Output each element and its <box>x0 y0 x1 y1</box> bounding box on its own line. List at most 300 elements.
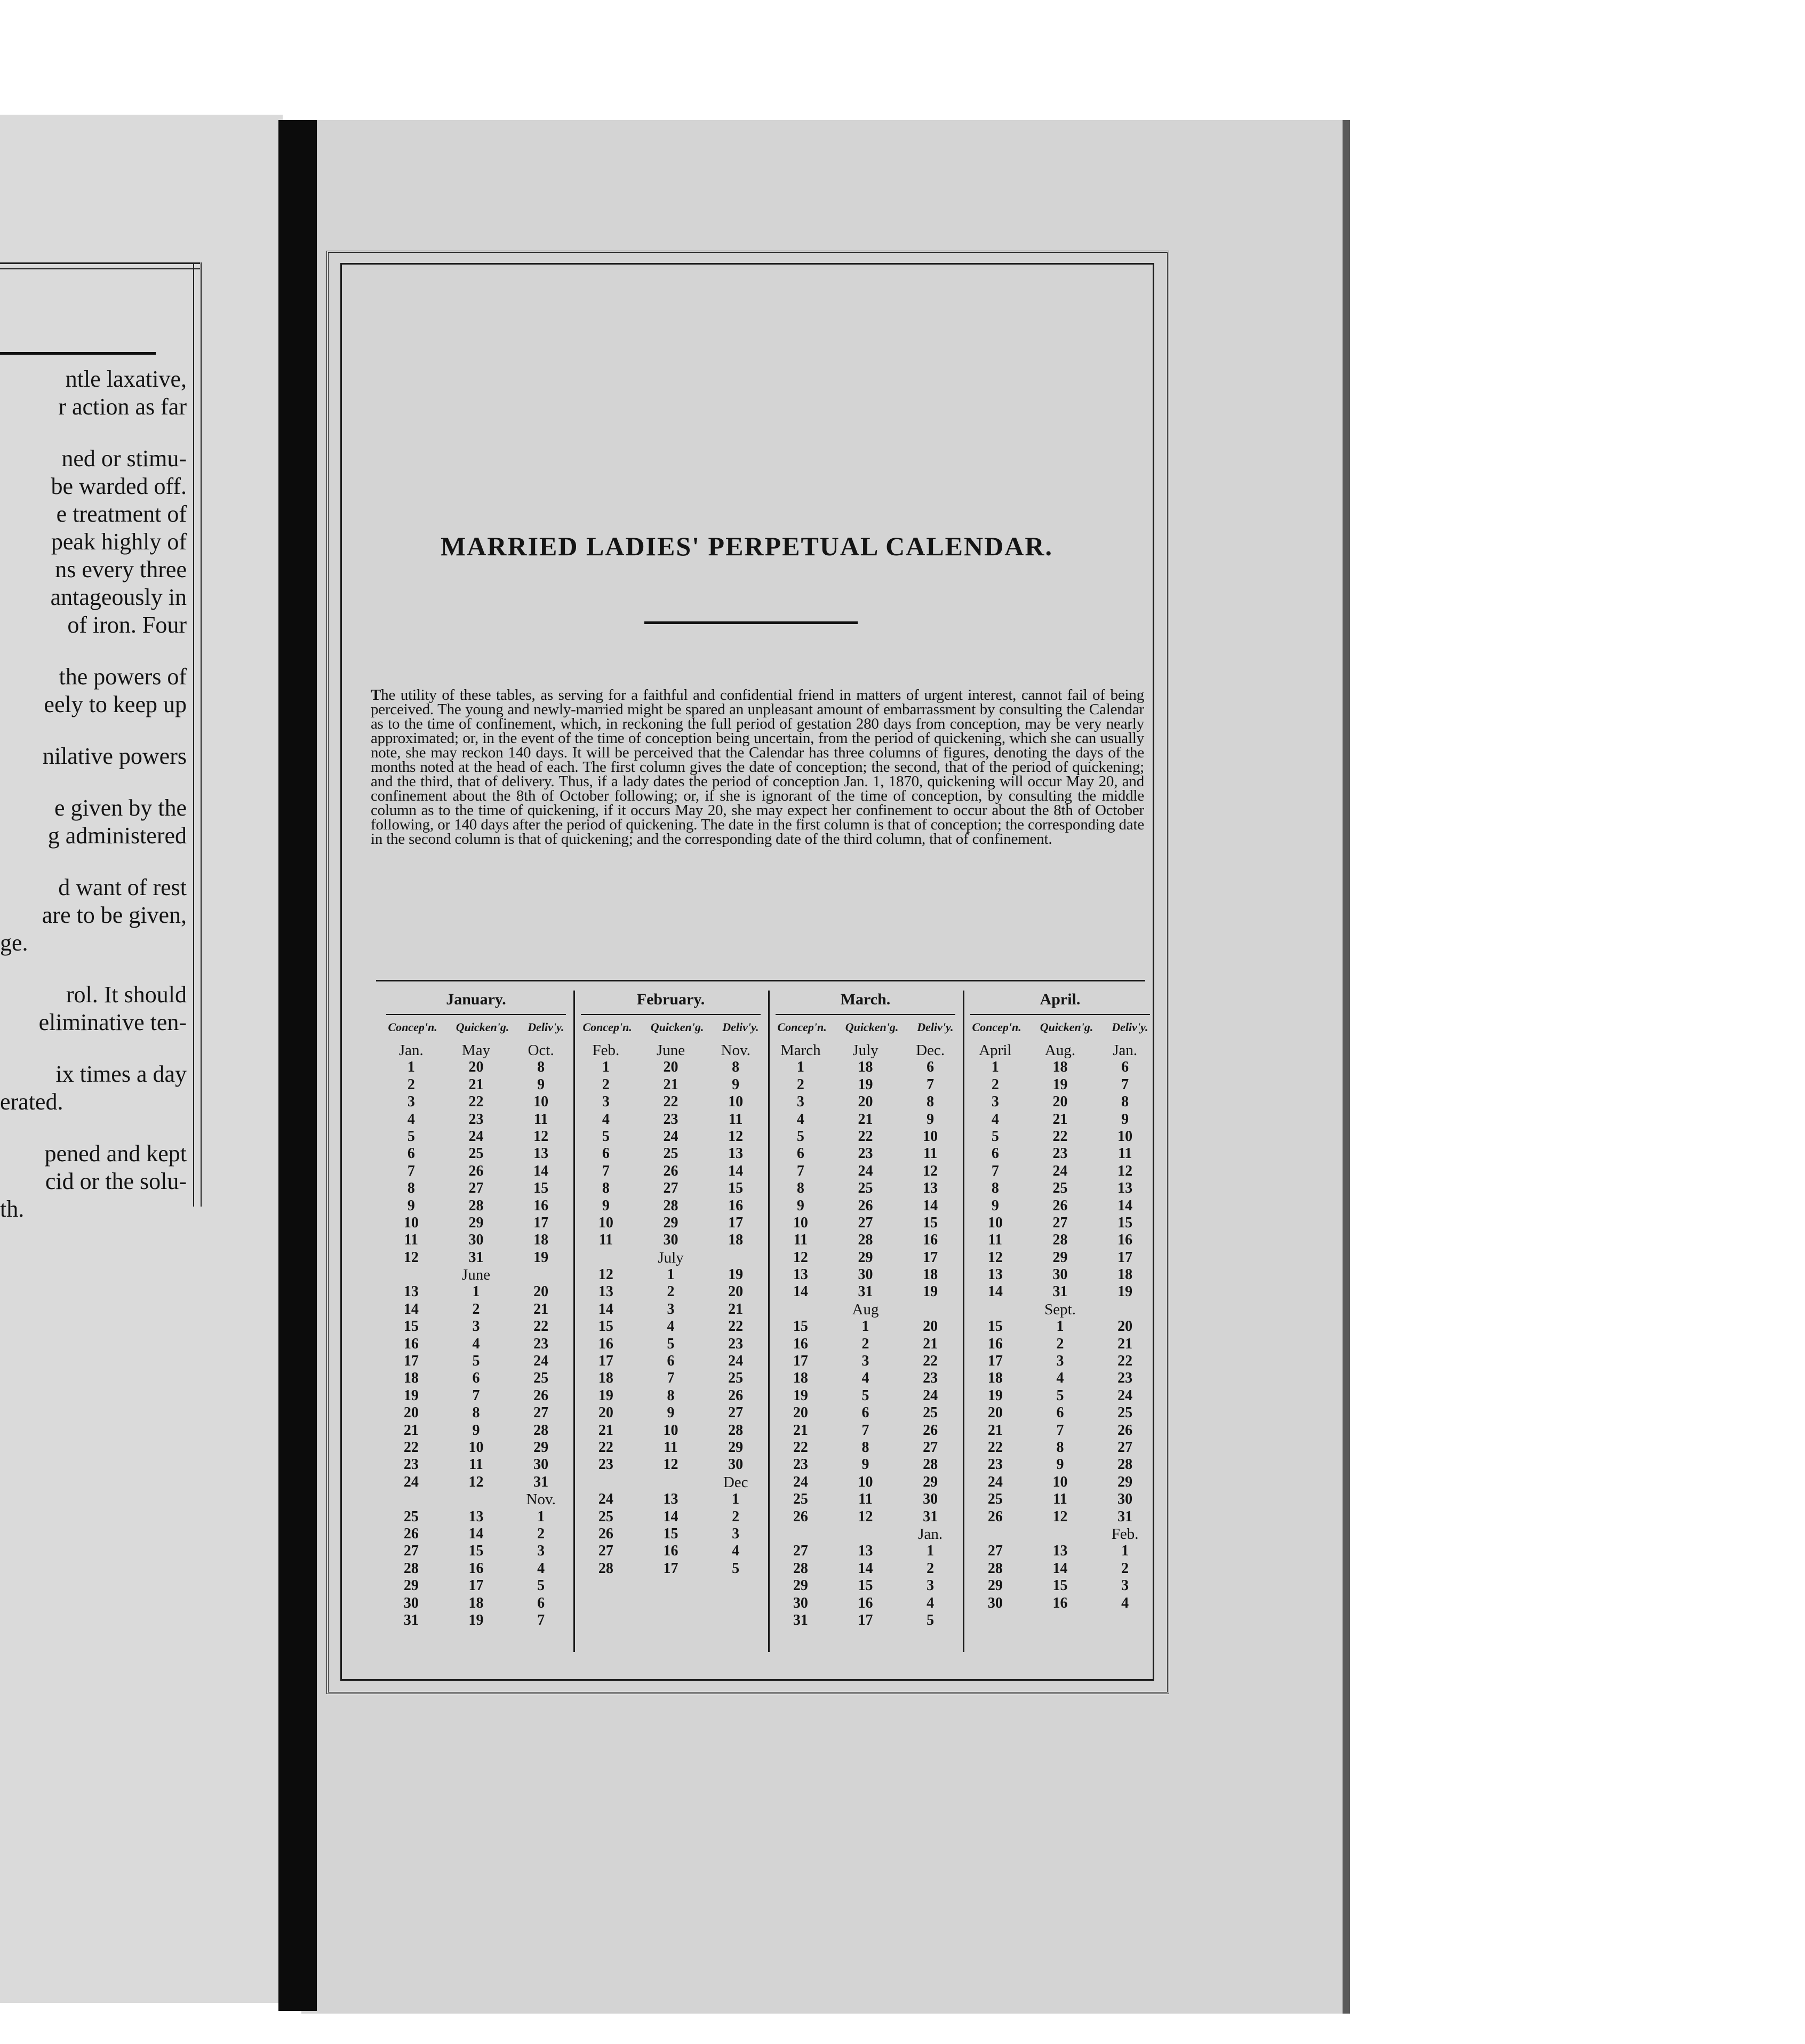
date-cell-delivery: 21 <box>923 1335 938 1352</box>
date-cell-delivery: 16 <box>923 1232 938 1249</box>
date-row <box>379 1456 573 1473</box>
date-cell-quickening: 11 <box>664 1439 678 1456</box>
date-row <box>963 1076 1157 1093</box>
date-cell-quickening: 1 <box>667 1266 675 1283</box>
date-cell-delivery: 12 <box>728 1128 744 1145</box>
date-cell-delivery: 22 <box>533 1318 549 1335</box>
date-row <box>379 1093 573 1111</box>
date-cell-conception: 13 <box>793 1266 808 1283</box>
date-cell-delivery: 20 <box>533 1283 549 1300</box>
date-row <box>768 1560 963 1577</box>
left-page-line: nilative powers <box>42 743 187 769</box>
date-cell-conception: 6 <box>796 1145 804 1162</box>
date-row <box>963 1318 1157 1335</box>
date-cell-delivery: 6 <box>927 1059 935 1076</box>
date-cell-quickening: 2 <box>472 1300 480 1318</box>
date-row <box>379 1577 573 1594</box>
month-column <box>768 991 964 1652</box>
date-cell-quickening: 5 <box>472 1353 480 1370</box>
date-cell-conception: 15 <box>403 1318 419 1335</box>
date-row <box>573 1422 768 1439</box>
left-page-line: pened and kept <box>44 1140 187 1167</box>
date-cell-quickening: 12 <box>858 1508 873 1525</box>
date-row <box>379 1318 573 1335</box>
date-cell-delivery: 29 <box>923 1473 938 1490</box>
date-row <box>768 1336 963 1353</box>
date-cell-quickening: 19 <box>1052 1076 1068 1093</box>
date-cell-conception: 19 <box>598 1387 613 1404</box>
date-cell-quickening: Aug. <box>1044 1042 1076 1059</box>
date-row <box>963 1595 1157 1612</box>
date-row <box>379 1595 573 1612</box>
date-cell-delivery: 17 <box>533 1214 549 1231</box>
date-cell-conception: 27 <box>793 1543 808 1560</box>
date-row <box>379 1474 573 1491</box>
date-row <box>963 1353 1157 1370</box>
date-cell-conception <box>963 1526 1028 1543</box>
date-cell-conception: 20 <box>793 1404 808 1422</box>
date-cell-delivery: 31 <box>923 1508 938 1525</box>
date-cell-conception: 29 <box>987 1577 1003 1594</box>
date-cell-quickening: 29 <box>663 1214 678 1231</box>
date-cell-conception: 22 <box>987 1439 1003 1456</box>
date-cell-conception: 10 <box>793 1214 808 1231</box>
date-cell-delivery: 25 <box>728 1370 744 1387</box>
date-row <box>768 1370 963 1387</box>
left-page-line: erated. <box>0 1089 63 1115</box>
date-cell-delivery: 17 <box>1117 1249 1133 1266</box>
date-cell-delivery: 27 <box>1117 1439 1133 1456</box>
date-cell-conception: 21 <box>403 1422 419 1439</box>
left-page-line: of iron. Four <box>67 612 187 638</box>
table-top-rule <box>376 980 1145 981</box>
date-cell-quickening: 31 <box>858 1283 873 1300</box>
date-row <box>768 1491 963 1508</box>
date-row <box>379 1197 573 1215</box>
date-cell-delivery: 11 <box>533 1111 548 1128</box>
date-cell-conception: 21 <box>793 1422 808 1439</box>
date-cell-quickening: 7 <box>667 1370 675 1387</box>
date-cell-quickening: 3 <box>861 1353 869 1370</box>
date-cell-quickening: 30 <box>468 1232 484 1249</box>
date-cell-delivery: 14 <box>728 1162 744 1179</box>
date-row <box>573 1266 768 1283</box>
date-cell-quickening: 20 <box>468 1059 484 1076</box>
date-cell-delivery: 5 <box>927 1611 935 1628</box>
date-cell-conception: 12 <box>793 1249 808 1266</box>
date-cell-delivery: 4 <box>537 1560 545 1577</box>
date-row <box>768 1543 963 1560</box>
date-cell-conception: 18 <box>598 1370 613 1387</box>
date-cell-delivery: 24 <box>728 1353 744 1370</box>
date-cell-quickening: 2 <box>667 1283 675 1300</box>
date-cell-quickening: 21 <box>468 1076 484 1093</box>
left-page-line: antageously in <box>50 584 187 610</box>
date-row <box>379 1283 573 1300</box>
left-page-line: r action as far <box>58 394 187 420</box>
date-cell-conception: 23 <box>793 1456 808 1473</box>
date-rows <box>963 1042 1157 1612</box>
date-cell-conception: 11 <box>988 1232 1003 1249</box>
date-cell-delivery: 9 <box>927 1111 935 1128</box>
date-row <box>768 1508 963 1526</box>
date-row <box>379 1232 573 1249</box>
date-cell-conception: 15 <box>793 1318 808 1335</box>
date-cell-delivery: 4 <box>927 1594 935 1611</box>
date-cell-conception: 9 <box>796 1197 804 1214</box>
date-row <box>573 1560 768 1577</box>
date-cell-quickening: 5 <box>861 1387 869 1404</box>
date-cell-quickening: 6 <box>1056 1404 1064 1422</box>
date-row <box>768 1456 963 1473</box>
left-page-line: peak highly of <box>51 529 187 555</box>
date-cell-quickening: 22 <box>663 1093 678 1111</box>
left-page-frame-right <box>193 262 202 1207</box>
date-row <box>379 1526 573 1543</box>
date-cell-delivery: 11 <box>923 1145 938 1162</box>
date-row <box>768 1474 963 1491</box>
date-cell-delivery: 3 <box>1121 1577 1129 1594</box>
date-row <box>963 1456 1157 1473</box>
date-cell-quickening: 19 <box>468 1611 484 1628</box>
date-row <box>768 1422 963 1439</box>
date-cell-quickening: 31 <box>468 1249 484 1266</box>
date-cell-quickening: 12 <box>663 1456 678 1473</box>
date-cell-quickening: 4 <box>472 1335 480 1352</box>
date-row <box>573 1145 768 1162</box>
date-cell-quickening: 6 <box>472 1370 480 1387</box>
date-cell-delivery: 21 <box>1117 1335 1133 1352</box>
date-cell-quickening: 13 <box>858 1543 873 1560</box>
date-cell-delivery: 5 <box>537 1577 545 1594</box>
date-row <box>379 1249 573 1266</box>
date-cell-delivery: 28 <box>1117 1456 1133 1473</box>
date-row <box>963 1508 1157 1526</box>
date-cell-quickening: 3 <box>472 1318 480 1335</box>
date-cell-quickening: 1 <box>1056 1318 1064 1335</box>
date-row <box>573 1508 768 1526</box>
date-cell-quickening: 23 <box>1052 1145 1068 1162</box>
column-header-conception: Concep'n. <box>388 1020 437 1034</box>
date-cell-delivery: 6 <box>1121 1059 1129 1076</box>
date-cell-delivery: 23 <box>923 1370 938 1387</box>
date-cell-conception <box>768 1301 833 1318</box>
date-cell-conception <box>379 1266 444 1283</box>
date-row <box>963 1560 1157 1577</box>
date-cell-conception: 12 <box>987 1249 1003 1266</box>
date-cell-conception: 6 <box>991 1145 999 1162</box>
date-cell-quickening: 31 <box>1052 1283 1068 1300</box>
date-cell-quickening: 8 <box>1056 1439 1064 1456</box>
date-cell-conception: 11 <box>793 1232 808 1249</box>
left-page-line: the powers of <box>59 664 187 690</box>
date-cell-delivery: 30 <box>923 1491 938 1508</box>
date-cell-conception: 25 <box>598 1508 613 1525</box>
date-cell-quickening: 25 <box>468 1145 484 1162</box>
date-cell-conception: 5 <box>407 1128 415 1145</box>
date-cell-quickening: 23 <box>858 1145 873 1162</box>
date-cell-quickening: 14 <box>1052 1560 1068 1577</box>
date-cell-delivery: 8 <box>927 1093 935 1111</box>
date-row <box>379 1439 573 1456</box>
date-cell-conception: 11 <box>404 1232 419 1249</box>
left-page-rule <box>0 352 156 355</box>
date-cell-delivery: 19 <box>533 1249 549 1266</box>
date-cell-quickening: May <box>461 1042 491 1059</box>
date-row <box>379 1370 573 1387</box>
date-cell-quickening: 29 <box>1052 1249 1068 1266</box>
date-row <box>573 1474 768 1491</box>
page-title: MARRIED LADIES' PERPETUAL CALENDAR. <box>441 531 1053 561</box>
date-cell-quickening: 5 <box>1056 1387 1064 1404</box>
date-cell-conception: 27 <box>598 1543 613 1560</box>
date-cell-quickening: 21 <box>663 1076 678 1093</box>
date-cell-quickening: 1 <box>861 1318 869 1335</box>
column-header-quickening: Quicken'g. <box>845 1020 899 1034</box>
date-cell-delivery: 16 <box>728 1197 744 1214</box>
date-row <box>963 1249 1157 1266</box>
date-cell-conception <box>573 1474 638 1491</box>
date-cell-delivery: 4 <box>732 1543 740 1560</box>
date-cell-quickening: 6 <box>861 1404 869 1422</box>
date-cell-delivery: 22 <box>1117 1353 1133 1370</box>
date-cell-delivery: 26 <box>533 1387 549 1404</box>
date-cell-conception: 28 <box>793 1560 808 1577</box>
date-cell-quickening: 4 <box>667 1318 675 1335</box>
date-cell-delivery: 18 <box>728 1232 744 1249</box>
date-row <box>768 1232 963 1249</box>
date-row <box>379 1180 573 1197</box>
date-row <box>573 1318 768 1335</box>
date-row <box>379 1560 573 1577</box>
date-cell-delivery: 13 <box>923 1180 938 1197</box>
left-page-line: e treatment of <box>56 501 187 527</box>
date-row <box>573 1370 768 1387</box>
date-cell-quickening: 17 <box>858 1611 873 1628</box>
date-cell-delivery: 16 <box>533 1197 549 1214</box>
date-cell-quickening: 12 <box>468 1473 484 1490</box>
date-row <box>768 1163 963 1180</box>
date-cell-conception: 1 <box>407 1059 415 1076</box>
date-cell-conception: 12 <box>403 1249 419 1266</box>
date-cell-conception: 2 <box>796 1076 804 1093</box>
date-cell-conception: 14 <box>793 1283 808 1300</box>
date-cell-quickening: 15 <box>858 1577 873 1594</box>
month-column <box>573 991 770 1652</box>
date-row <box>768 1404 963 1422</box>
date-cell-delivery: 30 <box>533 1456 549 1473</box>
date-cell-quickening: 13 <box>468 1508 484 1525</box>
date-cell-conception: 28 <box>987 1560 1003 1577</box>
date-cell-delivery: 11 <box>728 1111 743 1128</box>
date-row <box>963 1370 1157 1387</box>
date-cell-delivery: 24 <box>533 1353 549 1370</box>
date-cell-quickening: 3 <box>1056 1353 1064 1370</box>
date-row <box>573 1111 768 1128</box>
date-cell-delivery: 2 <box>732 1508 740 1525</box>
date-cell-quickening: 26 <box>1052 1197 1068 1214</box>
date-cell-quickening: 28 <box>1052 1232 1068 1249</box>
date-row <box>963 1145 1157 1162</box>
date-cell-conception: 18 <box>987 1370 1003 1387</box>
date-cell-conception: 24 <box>987 1473 1003 1490</box>
date-cell-delivery <box>1092 1301 1157 1318</box>
date-cell-conception: 29 <box>793 1577 808 1594</box>
date-cell-conception: 8 <box>991 1180 999 1197</box>
date-row <box>963 1215 1157 1232</box>
date-cell-delivery: 19 <box>1117 1283 1133 1300</box>
date-cell-delivery: 2 <box>537 1525 545 1542</box>
column-header-quickening: Quicken'g. <box>1040 1020 1093 1034</box>
date-cell-delivery: 1 <box>927 1543 935 1560</box>
date-cell-delivery: 27 <box>533 1404 549 1422</box>
date-cell-conception: 10 <box>987 1214 1003 1231</box>
book-spine <box>278 120 317 2011</box>
date-cell-quickening: 26 <box>468 1162 484 1179</box>
date-cell-quickening: 9 <box>472 1422 480 1439</box>
date-cell-conception: 16 <box>598 1335 613 1352</box>
date-cell-conception: 8 <box>407 1180 415 1197</box>
date-cell-delivery: 20 <box>923 1318 938 1335</box>
column-headers <box>963 1020 1157 1042</box>
date-cell-delivery: Jan. <box>1113 1042 1138 1059</box>
date-cell-quickening: Sept. <box>1044 1300 1076 1318</box>
date-row <box>768 1439 963 1456</box>
date-row <box>573 1387 768 1404</box>
date-cell-delivery: Feb. <box>1111 1525 1139 1543</box>
date-cell-delivery: 17 <box>923 1249 938 1266</box>
date-cell-conception: 13 <box>598 1283 613 1300</box>
date-cell-quickening: 16 <box>1052 1594 1068 1611</box>
date-cell-quickening: 28 <box>468 1197 484 1214</box>
date-row <box>379 1491 573 1508</box>
date-row <box>768 1111 963 1128</box>
date-cell-quickening: 11 <box>469 1456 483 1473</box>
date-cell-delivery: 23 <box>728 1335 744 1352</box>
date-cell-conception: 19 <box>987 1387 1003 1404</box>
date-cell-delivery: 31 <box>1117 1508 1133 1525</box>
month-name: February. <box>581 991 761 1015</box>
date-cell-quickening: 8 <box>667 1387 675 1404</box>
date-row <box>379 1128 573 1145</box>
date-cell-conception: 18 <box>793 1370 808 1387</box>
date-cell-quickening: 4 <box>861 1370 869 1387</box>
date-row <box>768 1526 963 1543</box>
column-header-quickening: Quicken'g. <box>456 1020 509 1034</box>
date-cell-delivery: 14 <box>923 1197 938 1214</box>
date-cell-quickening: 14 <box>858 1560 873 1577</box>
date-cell-quickening: 13 <box>663 1491 678 1508</box>
date-cell-conception: 17 <box>793 1353 808 1370</box>
date-cell-delivery: 1 <box>537 1508 545 1525</box>
date-row <box>379 1076 573 1093</box>
date-cell-conception: 25 <box>403 1508 419 1525</box>
date-cell-conception: 20 <box>987 1404 1003 1422</box>
date-cell-quickening: June <box>461 1266 491 1284</box>
date-cell-delivery: 13 <box>533 1145 549 1162</box>
date-cell-quickening: 14 <box>468 1525 484 1542</box>
date-row <box>379 1387 573 1404</box>
date-cell-delivery <box>898 1301 963 1318</box>
date-row <box>963 1491 1157 1508</box>
date-cell-quickening: 2 <box>1056 1335 1064 1352</box>
date-row <box>768 1387 963 1404</box>
date-cell-quickening: 18 <box>1052 1059 1068 1076</box>
date-cell-conception: 6 <box>602 1145 610 1162</box>
date-cell-quickening: 30 <box>663 1232 678 1249</box>
date-cell-delivery: 23 <box>533 1335 549 1352</box>
date-cell-delivery: 24 <box>923 1387 938 1404</box>
date-cell-quickening: 17 <box>663 1560 678 1577</box>
date-cell-delivery: 20 <box>1117 1318 1133 1335</box>
date-cell-quickening: 18 <box>858 1059 873 1076</box>
column-header-conception: Concep'n. <box>777 1020 827 1034</box>
date-cell-delivery: 17 <box>728 1214 744 1231</box>
date-row <box>768 1076 963 1093</box>
date-row <box>573 1232 768 1249</box>
date-row <box>768 1301 963 1318</box>
date-cell-delivery: 19 <box>728 1266 744 1283</box>
date-cell-quickening: 30 <box>858 1266 873 1283</box>
date-cell-quickening: 11 <box>1053 1491 1067 1508</box>
date-row <box>768 1249 963 1266</box>
date-cell-delivery: 20 <box>728 1283 744 1300</box>
month-name: March. <box>776 991 955 1015</box>
date-row <box>573 1439 768 1456</box>
date-row <box>963 1404 1157 1422</box>
date-cell-delivery: 9 <box>537 1076 545 1093</box>
date-cell-conception: 4 <box>991 1111 999 1128</box>
date-cell-conception: 1 <box>602 1059 610 1076</box>
date-cell-conception: 31 <box>793 1611 808 1628</box>
date-cell-conception: 4 <box>602 1111 610 1128</box>
date-cell-delivery: 8 <box>732 1059 740 1076</box>
date-cell-delivery: Oct. <box>528 1042 554 1059</box>
month-name: April. <box>970 991 1150 1015</box>
date-cell-quickening: 15 <box>468 1543 484 1560</box>
date-cell-conception <box>768 1526 833 1543</box>
date-cell-quickening: 20 <box>858 1093 873 1111</box>
date-cell-conception: 29 <box>403 1577 419 1594</box>
date-cell-delivery: 30 <box>728 1456 744 1473</box>
date-cell-quickening: 25 <box>663 1145 678 1162</box>
date-cell-quickening <box>638 1474 704 1491</box>
date-row <box>573 1491 768 1508</box>
date-cell-quickening <box>833 1526 898 1543</box>
date-cell-conception: 9 <box>407 1197 415 1214</box>
date-cell-delivery: 9 <box>732 1076 740 1093</box>
date-cell-conception: 4 <box>407 1111 415 1128</box>
date-cell-conception <box>573 1249 638 1266</box>
left-page-line: be warded off. <box>51 473 187 499</box>
date-cell-conception: April <box>979 1042 1012 1059</box>
date-row <box>573 1404 768 1422</box>
date-row <box>963 1301 1157 1318</box>
date-row <box>963 1163 1157 1180</box>
date-row <box>573 1180 768 1197</box>
date-cell-conception: 16 <box>403 1335 419 1352</box>
date-row <box>573 1042 768 1059</box>
date-row <box>963 1474 1157 1491</box>
date-cell-delivery <box>508 1266 573 1283</box>
date-cell-conception: 30 <box>793 1594 808 1611</box>
date-cell-conception: 8 <box>796 1180 804 1197</box>
date-row <box>963 1422 1157 1439</box>
date-cell-quickening: 7 <box>861 1422 869 1439</box>
date-cell-delivery: 11 <box>1117 1145 1132 1162</box>
date-row <box>963 1526 1157 1543</box>
date-cell-conception: 5 <box>796 1128 804 1145</box>
